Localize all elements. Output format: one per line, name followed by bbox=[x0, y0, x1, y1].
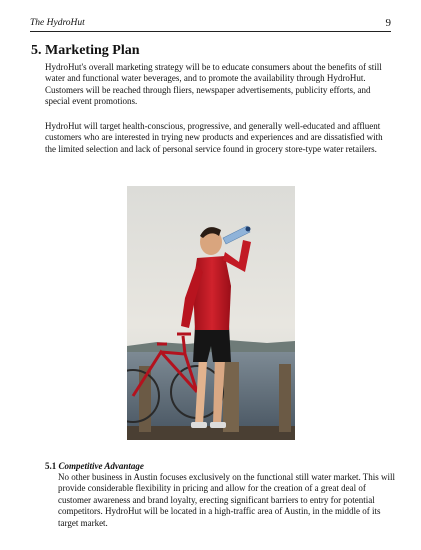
right-shoe bbox=[210, 422, 226, 428]
target-customers-paragraph: HydroHut will target health-conscious, progressive, and generally well-educated and affluent customers who are interested in trying new products and experiences and are dissatisfied with the limited selection and lack of personal service found in grocery store-type water retailers. bbox=[45, 121, 383, 154]
subsection-title: Competitive Advantage bbox=[58, 461, 144, 471]
marketing-strategy-paragraph: HydroHut's overall marketing strategy will be to educate consumers about the benefits of still water and functional water beverages, and to promote the availability through HydroHut. Customers will be reached through fliers, newspaper advertisements, publicity efforts, and special event promotions. bbox=[45, 62, 382, 107]
left-shoe bbox=[191, 422, 207, 428]
subsection-number: 5.1 bbox=[45, 461, 57, 471]
dock-post-right bbox=[279, 364, 291, 432]
dock-post-middle bbox=[223, 362, 239, 432]
bottle-cap bbox=[246, 227, 251, 232]
page-number: 9 bbox=[385, 17, 391, 29]
page-header bbox=[30, 17, 391, 32]
header-brand: The HydroHut bbox=[30, 18, 85, 28]
cyclist-drinking-photo bbox=[127, 186, 295, 440]
dock bbox=[127, 426, 295, 440]
subsection-heading bbox=[45, 461, 144, 472]
section-title: 5. Marketing Plan bbox=[31, 43, 140, 58]
competitive-advantage-paragraph: No other business in Austin focuses exclusively on the functional still water market. This will provide considerable flexibility in pricing and allow for the creation of a great deal of customer awareness and brand loyalty, erecting significant barriers to entry for potential competitors. HydroHut will be located in a high-traffic area of Austin, in the middle of its target market. bbox=[58, 472, 396, 528]
